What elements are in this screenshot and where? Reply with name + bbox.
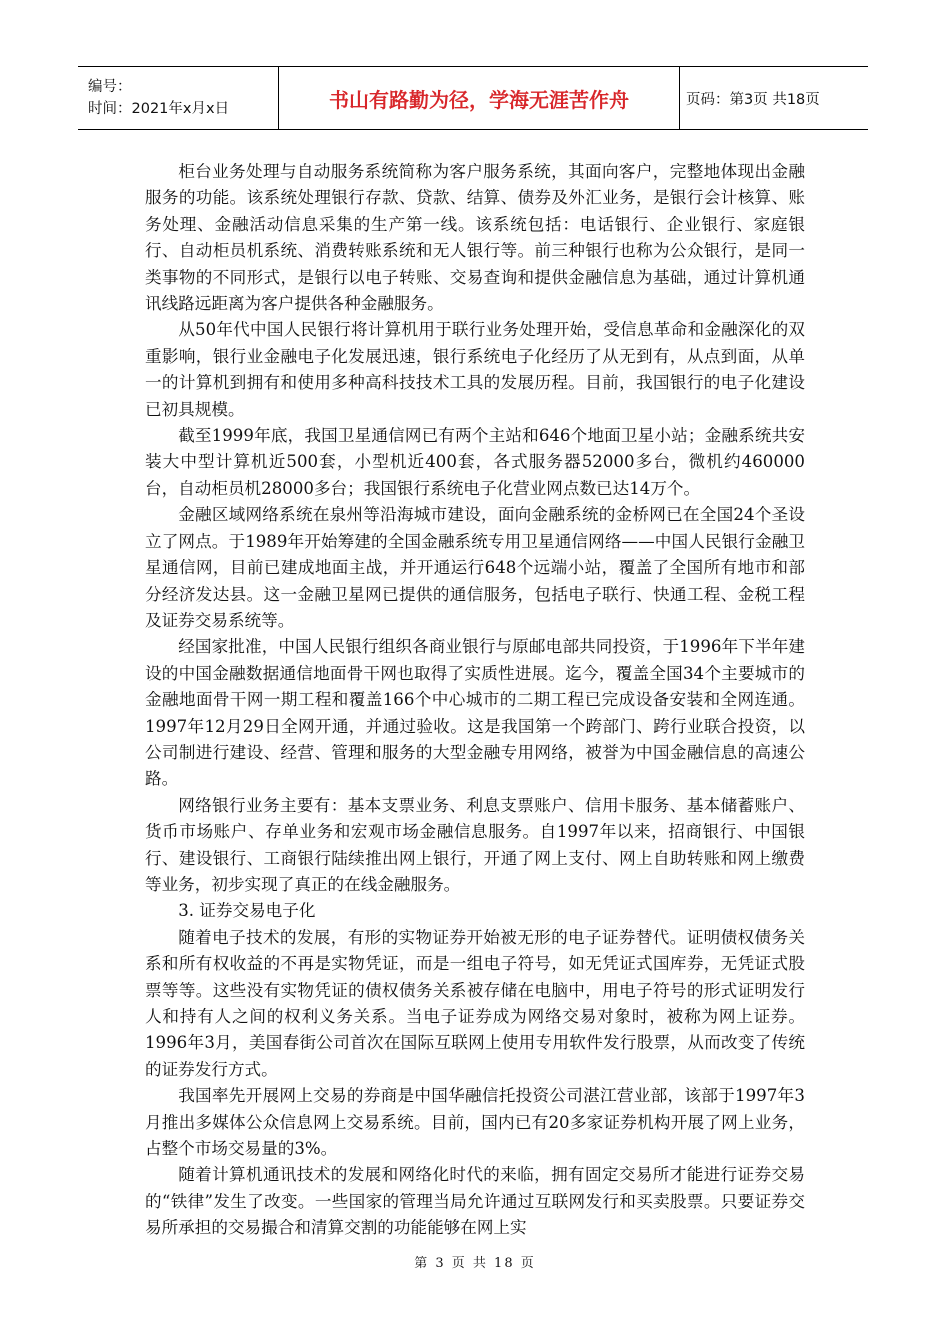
header-page-label: 页码：第3页 共18页 — [686, 91, 820, 108]
page-header — [78, 66, 868, 130]
paragraph: 截至1999年底，我国卫星通信网已有两个主站和646个地面卫星小站；金融系统共安装大中型计算机近500套，小型机近400套，各式服务器52000多台，微机约460000台，自动柜员机28000多台；我国银行系统电子化营业网点数已达14万个。 — [145, 426, 805, 498]
header-meta — [78, 67, 279, 130]
paragraph: 我国率先开展网上交易的券商是中国华融信托投资公司湛江营业部，该部于1997年3月推出多媒体公众信息网上交易系统。目前，国内已有20多家证券机构开展了网上业务，占整个市场交易量的3%。 — [145, 1086, 805, 1159]
paragraph: 网络银行业务主要有：基本支票业务、利息支票账户、信用卡服务、基本储蓄账户、货币市场账户、存单业务和宏观市场金融信息服务。自1997年以来，招商银行、中国银行、建设银行、工商银行陆续推出网上银行，开通了网上支付、网上自助转账和网上缴费等业务，初步实现了真正的在线金融服务。 — [145, 795, 805, 894]
header-motto: 书山有路勤为径，学海无涯苦作舟 — [279, 67, 680, 130]
paragraph: 经国家批准，中国人民银行组织各商业银行与原邮电部共同投资，于1996年下半年建设的中国金融数据通信地面骨干网也取得了实质性进展。迄今，覆盖全国34个主要城市的金融地面骨干网一期工程和覆盖166个中心城市的二期工程已完成设备安装和全网连通。1997年12月29日全网开通，并通过验收。这是我国第一个跨部门、跨行业联合投资，以公司制进行建设、经营、管理和服务的大型金融专用网络，被誉为中国金融信息的高速公路。 — [145, 637, 805, 789]
header-number-label: 编号： — [88, 79, 132, 95]
document-body — [145, 159, 805, 1242]
paragraph: 金融区域网络系统在泉州等沿海城市建设，面向金融系统的金桥网已在全国24个圣设立了网点。于1989年开始筹建的全国金融系统专用卫星通信网络——中国人民银行金融卫星通信网，目前已建成地面主战，并开通运行648个远端小站，覆盖了全国所有地市和部分经济发达县。这一金融卫星网已提供的通信服务，包括电子联行、快通工程、金税工程及证券交易系统等。 — [145, 505, 805, 630]
page-footer: 第 3 页 共 18 页 — [414, 1256, 536, 1271]
header-time-label: 时间：2021年x月x日 — [88, 101, 230, 117]
paragraph: 从50年代中国人民银行将计算机用于联行业务处理开始，受信息革命和金融深化的双重影响，银行业金融电子化发展迅速，银行系统电子化经历了从无到有，从点到面，从单一的计算机到拥有和使用多种高科技技术工具的发展历程。目前，我国银行的电子化建设已初具规模。 — [145, 320, 805, 419]
section-heading: 3. 证券交易电子化 — [178, 901, 316, 921]
paragraph: 随着计算机通讯技术的发展和网络化时代的来临，拥有固定交易所才能进行证券交易的“铁律”发生了改变。一些国家的管理当局允许通过互联网发行和买卖股票。只要证券交易所承担的交易撮合和清算交割的功能能够在网上实 — [145, 1165, 805, 1238]
paragraph: 柜台业务处理与自动服务系统简称为客户服务系统，其面向客户，完整地体现出金融服务的功能。该系统处理银行存款、贷款、结算、债券及外汇业务，是银行会计核算、账务处理、金融活动信息采集的生产第一线。该系统包括：电话银行、企业银行、家庭银行、自动柜员机系统、消费转账系统和无人银行等。前三种银行也称为公众银行，是同一类事物的不同形式，是银行以电子转账、交易查询和提供金融信息为基础，通过计算机通讯线路远距离为客户提供各种金融服务。 — [145, 162, 805, 314]
paragraph: 随着电子技术的发展，有形的实物证券开始被无形的电子证券替代。证明债权债务关系和所有权收益的不再是实物凭证，而是一组电子符号，如无凭证式国库券，无凭证式股票等等。这些没有实物凭证的债权债务关系被存储在电脑中，用电子符号的形式证明发行人和持有人之间的权利义务关系。当电子证券成为网络交易对象时，被称为网上证券。1996年3月，美国春街公司首次在国际互联网上使用专用软件发行股票，从而改变了传统的证券发行方式。 — [145, 927, 805, 1079]
